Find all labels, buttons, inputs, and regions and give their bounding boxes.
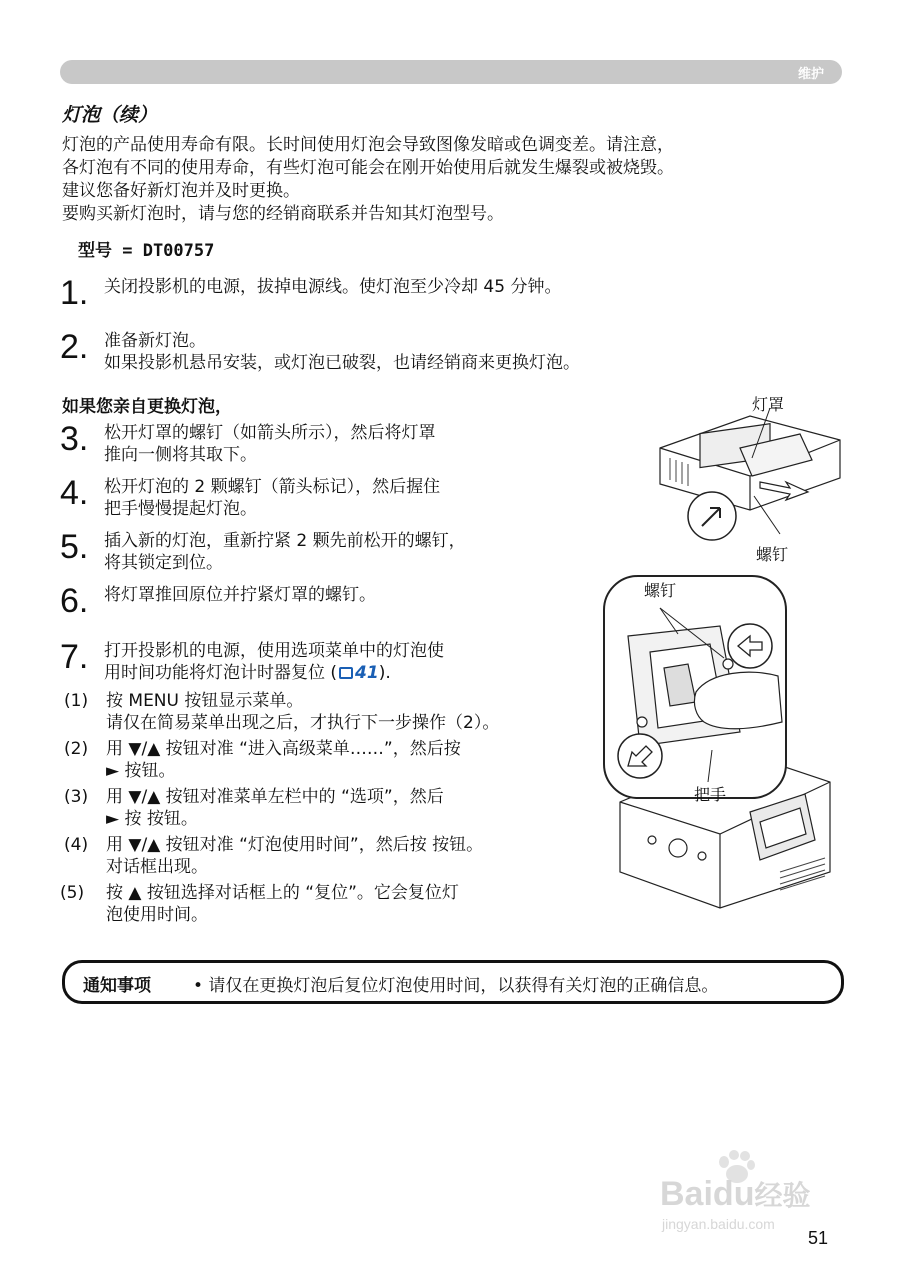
intro-line: 要购买新灯泡时，请与您的经销商联系并告知其灯泡型号。 [62, 204, 504, 224]
step-text: 松开灯罩的螺钉（如箭头所示），然后将灯罩 [104, 423, 436, 443]
substep-text: 请仅在简易菜单出现之后，才执行下一步操作（2）。 [106, 713, 500, 733]
page-title: 灯泡（续） [62, 104, 158, 126]
substep-text: ► 按 按钮。 [106, 809, 198, 829]
label-lamp-cover: 灯罩 [752, 395, 785, 414]
baidu-watermark [660, 1150, 860, 1230]
watermark-url: jingyan.baidu.com [662, 1216, 775, 1232]
substep-4 [64, 834, 483, 878]
step-text: 推向一侧将其取下。 [104, 445, 257, 465]
step-number: 1. [60, 274, 89, 312]
label-screws: 螺钉 [644, 581, 677, 600]
section-label: 维护 [797, 67, 824, 82]
step-text: 将灯罩推回原位并拧紧灯罩的螺钉。 [104, 585, 376, 605]
substep-text: 按 ▲ 按钮选择对话框上的 “复位”。它会复位灯 [106, 883, 459, 903]
section-header-bar [60, 60, 842, 84]
step-number: 6. [60, 582, 89, 620]
page-number: 51 [808, 1228, 829, 1248]
substep-number: (5) [60, 883, 85, 903]
watermark-brand: Bai [660, 1175, 713, 1213]
substep-5 [60, 882, 459, 926]
step-text: 把手慢慢提起灯泡。 [104, 499, 257, 519]
intro-line: 建议您备好新灯泡并及时更换。 [62, 181, 300, 201]
notice-box [62, 960, 844, 1004]
label-handle: 把手 [694, 785, 727, 804]
substep-number: (4) [64, 835, 89, 855]
step-text-part: 用时间功能将灯泡计时器复位 ( [104, 663, 338, 683]
step-text: 如果投影机悬吊安装，或灯泡已破裂，也请经销商来更换灯泡。 [104, 353, 580, 373]
step-text [104, 662, 391, 684]
notice-title: 通知事项 [83, 976, 151, 996]
step-text: 插入新的灯泡，重新拧紧 2 颗先前松开的螺钉， [104, 531, 466, 551]
projector-lamp-cover-illustration [640, 388, 850, 568]
step-number: 2. [60, 328, 89, 366]
substep-2 [64, 738, 461, 782]
substep-text: 泡使用时间。 [106, 905, 208, 925]
model-number: 型号 = DT00757 [78, 241, 215, 261]
label-screw: 螺钉 [756, 545, 789, 564]
substep-1 [64, 690, 499, 734]
step-text: 松开灯泡的 2 颗螺钉（箭头标记），然后握住 [104, 477, 441, 497]
step-text-part: ). [378, 663, 391, 683]
substep-number: (3) [64, 787, 89, 807]
intro-paragraph [62, 134, 842, 226]
intro-line: 灯泡的产品使用寿命有限。长时间使用灯泡会导致图像发暗或色调变差。请注意， [62, 135, 674, 155]
step-text: 打开投影机的电源，使用选项菜单中的灯泡使 [104, 641, 444, 661]
step-text: 关闭投影机的电源，拔掉电源线。使灯泡至少冷却 45 分钟。 [104, 277, 562, 297]
substep-number: (1) [64, 691, 89, 711]
step-number: 3. [60, 420, 89, 458]
notice-text: • 请仅在更换灯泡后复位灯泡使用时间，以获得有关灯泡的正确信息。 [193, 976, 719, 996]
step-text: 准备新灯泡。 [104, 331, 206, 351]
page-reference: 41 [355, 663, 379, 683]
substep-text: ► 按钮。 [106, 761, 176, 781]
book-icon [339, 667, 353, 679]
substep-number: (2) [64, 739, 89, 759]
subheading: 如果您亲自更换灯泡， [62, 397, 232, 417]
substep-text: 用 ▼/▲ 按钮对准 “灯泡使用时间”，然后按 按钮。 [106, 835, 484, 855]
watermark-cn: 经验 [754, 1180, 811, 1211]
intro-line: 各灯泡有不同的使用寿命，有些灯泡可能会在刚开始使用后就发生爆裂或被烧毁。 [62, 158, 674, 178]
substep-3 [64, 786, 444, 830]
lamp-removal-illustration [600, 572, 840, 912]
substep-text: 用 ▼/▲ 按钮对准菜单左栏中的 “选项”，然后 [106, 787, 444, 807]
watermark-brand2: du [712, 1175, 755, 1213]
step-number: 4. [60, 474, 89, 512]
substep-text: 用 ▼/▲ 按钮对准 “进入高级菜单……”，然后按 [106, 739, 461, 759]
step-text: 将其锁定到位。 [104, 553, 223, 573]
step-number: 7. [60, 638, 89, 676]
substep-text: 按 MENU 按钮显示菜单。 [106, 691, 304, 711]
step-number: 5. [60, 528, 89, 566]
substep-text: 对话框出现。 [106, 857, 208, 877]
